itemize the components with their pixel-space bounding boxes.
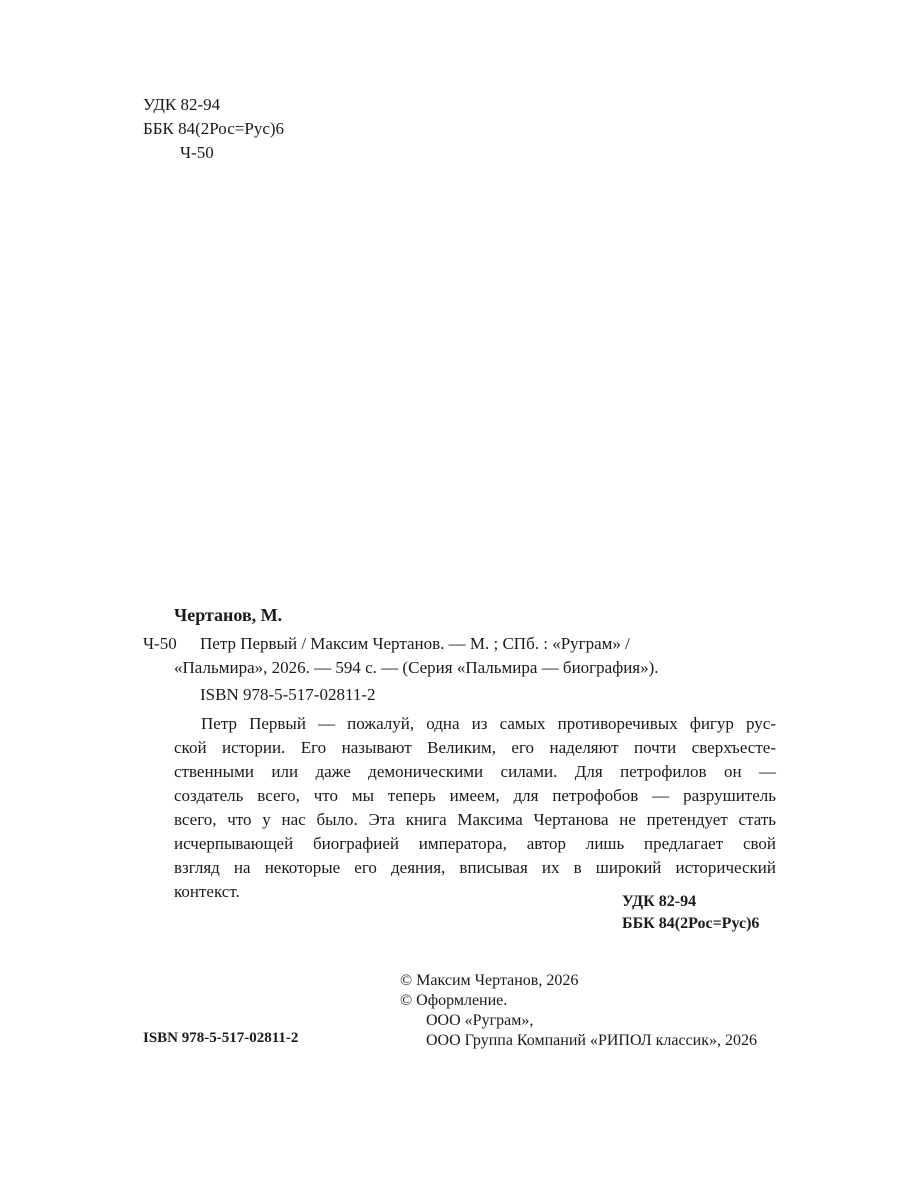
annotation-line: контекст. xyxy=(174,882,240,901)
copyright-design: © Оформление. xyxy=(400,992,508,1009)
udk-code-bold: УДК 82-94 xyxy=(622,893,697,910)
annotation-paragraph xyxy=(174,712,776,904)
record-isbn: ISBN 978-5-517-02811-2 xyxy=(200,685,376,704)
top-author-mark: Ч-50 xyxy=(180,143,214,162)
copyright-publisher-2: ООО Группа Компаний «РИПОЛ классик», 2026 xyxy=(426,1032,757,1049)
top-udk-code: УДК 82-94 xyxy=(143,95,221,114)
annotation-line: создатель всего, что мы теперь имеем, для петрофобов — разрушитель xyxy=(174,786,776,805)
bibliographic-line-1: Петр Первый / Максим Чертанов. — М. ; СПб. : «Руграм» / xyxy=(200,634,630,653)
annotation-line: ственными или даже демоническими силами. Для петрофилов он — xyxy=(174,762,776,781)
annotation-line: ской истории. Его называют Великим, его наделяют почти сверхъесте- xyxy=(174,738,776,757)
copyright-publisher-1: ООО «Руграм», xyxy=(426,1012,534,1029)
annotation-line: взгляд на некоторые его деяния, вписывая их в широкий исторический xyxy=(174,858,776,877)
author-heading: Чертанов, М. xyxy=(174,605,283,625)
top-bbk-code: ББК 84(2Рос=Рус)6 xyxy=(143,119,285,138)
annotation-line: всего, что у нас было. Эта книга Максима Чертанова не претендует стать xyxy=(174,810,776,829)
annotation-line: Петр Первый — пожалуй, одна из самых противоречивых фигур рус- xyxy=(201,714,776,733)
isbn-bold: ISBN 978-5-517-02811-2 xyxy=(143,1030,299,1046)
bbk-code-bold: ББК 84(2Рос=Рус)6 xyxy=(622,915,760,932)
copyright-author: © Максим Чертанов, 2026 xyxy=(400,972,579,989)
annotation-line: исчерпывающей биографией императора, автор лишь предлагает свой xyxy=(174,834,776,853)
record-author-mark: Ч-50 xyxy=(143,634,177,653)
bibliographic-line-2: «Пальмира», 2026. — 594 с. — (Серия «Пальмира — биография»). xyxy=(174,658,659,677)
